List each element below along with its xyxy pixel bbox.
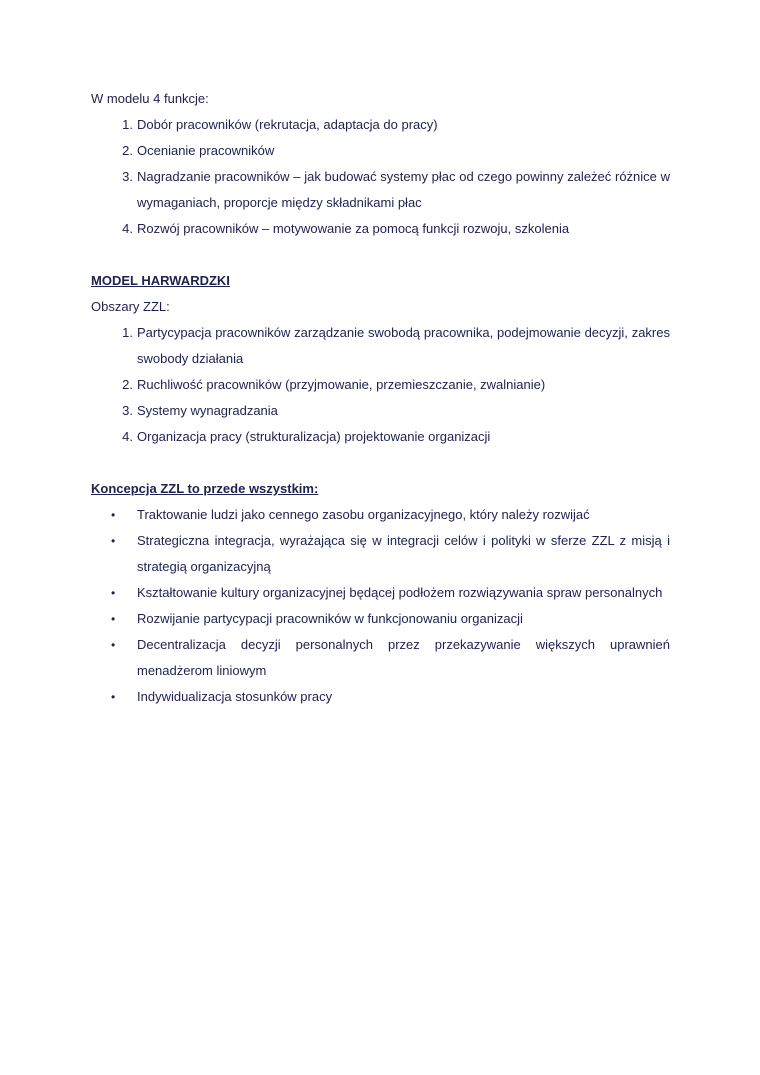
intro-text: W modelu 4 funkcje: <box>91 91 209 106</box>
spacer <box>91 242 670 268</box>
bullet-icon: • <box>111 638 116 652</box>
bullet-item <box>91 684 670 710</box>
bullet-item-text: Rozwijanie partycypacji pracowników w funkcjonowaniu organizacji <box>137 611 523 626</box>
list-item <box>91 372 670 398</box>
list-item <box>91 138 670 164</box>
concept-bullet-list <box>91 502 670 710</box>
list-item <box>91 424 670 450</box>
list-number: 3. <box>122 169 133 184</box>
functions-list <box>91 112 670 242</box>
bullet-item-text: Strategiczna integracja, wyrażająca się w integracji celów i polityki w sferze ZZL z misją i strategią organizacyjną <box>137 533 670 574</box>
list-item-text: Nagradzanie pracowników – jak budować systemy płac od czego powinny zależeć różnice w wymaganiach, proporcje między składnikami płac <box>137 169 670 210</box>
section-subheading: Obszary ZZL: <box>91 299 170 314</box>
bullet-icon: • <box>111 508 116 522</box>
list-number: 3. <box>122 403 133 418</box>
bullet-icon: • <box>111 586 116 600</box>
list-number: 4. <box>122 221 133 236</box>
bullet-item-text: Kształtowanie kultury organizacyjnej będącej podłożem rozwiązywania spraw personalnych <box>137 585 663 600</box>
list-item-text: Systemy wynagradzania <box>137 403 278 418</box>
bullet-item <box>91 580 670 606</box>
list-number: 1. <box>122 117 133 132</box>
section-heading-concept: Koncepcja ZZL to przede wszystkim: <box>91 481 319 496</box>
bullet-icon: • <box>111 612 116 626</box>
spacer <box>91 450 670 476</box>
areas-list <box>91 320 670 450</box>
list-item <box>91 398 670 424</box>
document-content <box>91 86 670 710</box>
list-item <box>91 216 670 242</box>
bullet-item-text: Indywidualizacja stosunków pracy <box>137 689 333 704</box>
list-item <box>91 112 670 138</box>
bullet-item <box>91 528 670 580</box>
bullet-item <box>91 502 670 528</box>
bullet-item-text: Decentralizacja decyzji personalnych przez przekazywanie większych uprawnień menadżerom liniowym <box>137 637 670 678</box>
list-item-text: Ruchliwość pracowników (przyjmowanie, przemieszczanie, zwalnianie) <box>137 377 546 392</box>
bullet-icon: • <box>111 690 116 704</box>
list-number: 1. <box>122 325 133 340</box>
list-item-text: Partycypacja pracowników zarządzanie swobodą pracownika, podejmowanie decyzji, zakres swobody działania <box>137 325 670 366</box>
list-item-text: Ocenianie pracowników <box>137 143 275 158</box>
bullet-item <box>91 606 670 632</box>
bullet-item <box>91 632 670 684</box>
list-item-text: Rozwój pracowników – motywowanie za pomocą funkcji rozwoju, szkolenia <box>137 221 570 236</box>
list-number: 2. <box>122 143 133 158</box>
list-item-text: Dobór pracowników (rekrutacja, adaptacja do pracy) <box>137 117 438 132</box>
section-heading-harvard: MODEL HARWARDZKI <box>91 273 230 288</box>
list-item-text: Organizacja pracy (strukturalizacja) projektowanie organizacji <box>137 429 491 444</box>
list-item <box>91 320 670 372</box>
bullet-icon: • <box>111 534 116 548</box>
list-number: 4. <box>122 429 133 444</box>
list-item <box>91 164 670 216</box>
list-number: 2. <box>122 377 133 392</box>
bullet-item-text: Traktowanie ludzi jako cennego zasobu organizacyjnego, który należy rozwijać <box>137 507 590 522</box>
